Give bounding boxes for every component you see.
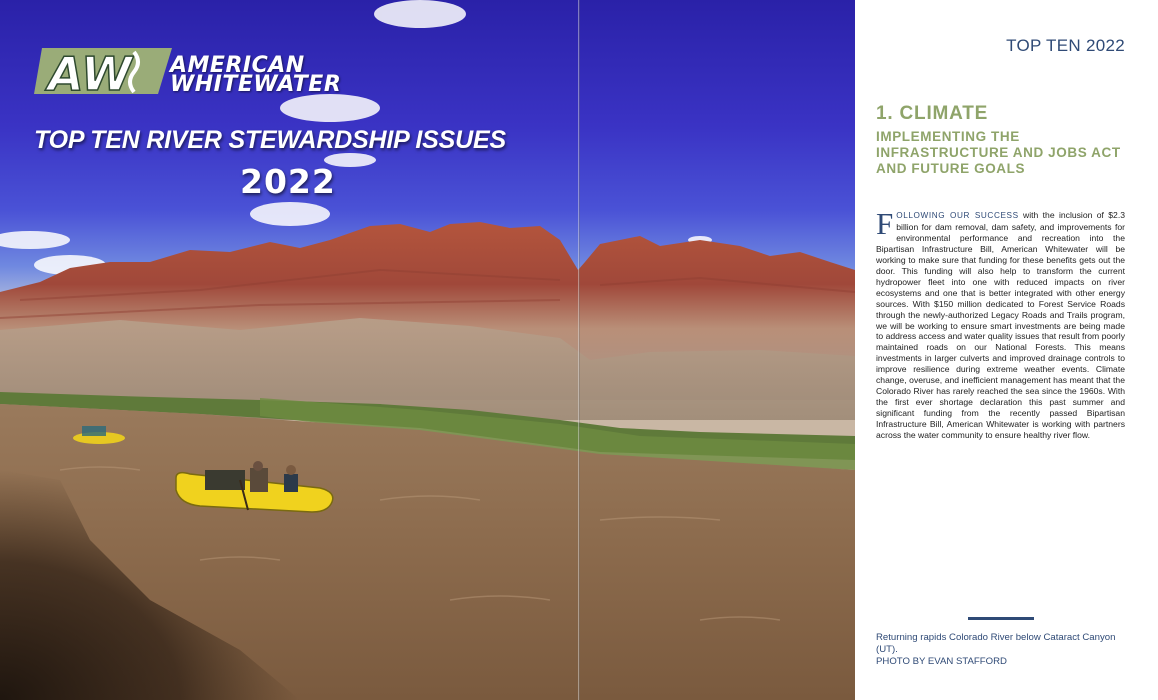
cover-title: TOP TEN RIVER STEWARDSHIP ISSUES [34, 126, 506, 154]
page-gutter [578, 0, 580, 700]
caption-text: Returning rapids Colorado River below Cataract Canyon (UT). [876, 632, 1116, 655]
svg-text:AW: AW [48, 47, 132, 96]
caption-rule [968, 617, 1034, 620]
logo-wordmark [170, 53, 342, 97]
photo-credit: PHOTO BY EVAN STAFFORD [876, 655, 1007, 667]
lead-in: OLLOWING OUR SUCCESS [896, 211, 1019, 220]
logo-line-american: AMERICAN [170, 53, 305, 78]
body-paragraph: with the inclusion of $2.3 billion for dam removal, dam safety, and improvements for environmental performance and recreation into the Bipartisan Infrastructure Bill, American Whitewater will be working to make sure that funding for these benefits gets out the door. This funding will also help to transform the current hydropower fleet into one with reduced impacts on river ecosystems and one that is better integrated with other energy sources. With $150 million dedicated to Forest Service Roads through the newly-authorized Legacy Roads and Trails program, we will be working to ensure smart investments are being made to address access and water quality issues that result from poorly maintained roads on our National Forests. This means investments in larger culverts and improved drainage controls to improve resilience during extreme weather events. Climate change, overuse, and inefficient management has meant that the Colorado River has rarely reached the sea since the 1960s. With the first ever shortage declaration this past summer and significant funding from the recently passed Bipartisan Infrastructure Bill, American Whitewater is working with partners across the water community to ensure healthy river flow. [876, 210, 1125, 441]
photo-caption [876, 632, 1121, 667]
aw-logo-mark [34, 46, 172, 96]
cover-year: 2022 [240, 162, 336, 201]
logo-line-whitewater: WHITEWATER [170, 72, 342, 97]
article-body [876, 206, 1125, 441]
american-whitewater-logo [34, 46, 394, 102]
drop-cap: F [876, 206, 894, 241]
section-title: 1. CLIMATE [876, 103, 989, 124]
article-panel [855, 0, 1158, 700]
section-subtitle: IMPLEMENTING THE INFRASTRUCTURE AND JOBS ACT AND FUTURE GOALS [876, 129, 1121, 176]
running-head: TOP TEN 2022 [1006, 36, 1125, 55]
